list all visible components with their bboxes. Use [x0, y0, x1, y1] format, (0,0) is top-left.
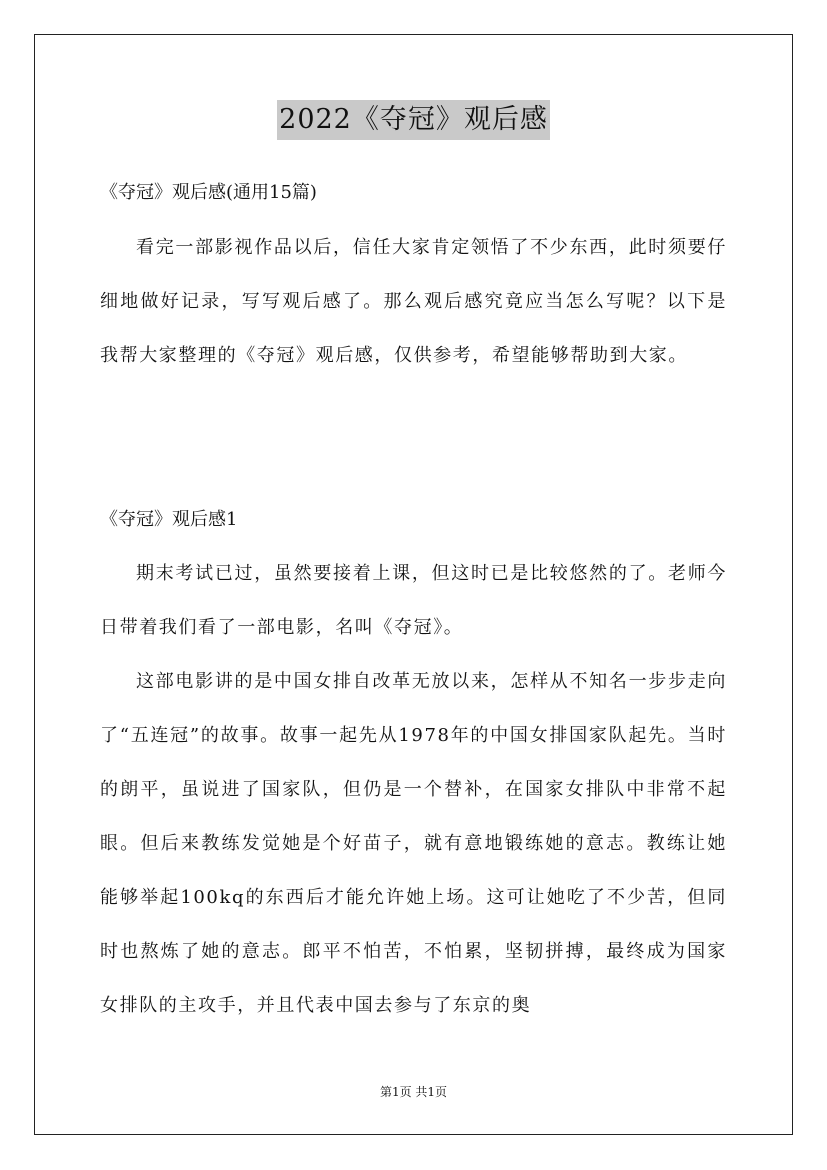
intro-paragraph: 看完一部影视作品以后，信任大家肯定领悟了不少东西，此时须要仔细地做好记录，写写观后感了。那么观后感究竟应当怎么写呢？以下是我帮大家整理的《夺冠》观后感，仅供参考，希望能够帮助到大家。	[100, 237, 727, 366]
page-footer: 第1页 共1页	[379, 1085, 448, 1099]
document-title-container	[0, 100, 827, 140]
body-paragraph-2: 这部电影讲的是中国女排自改革无放以来，怎样从不知名一步步走向了“五连冠”的故事。故事一起先从1978年的中国女排国家队起先。当时的朗平，虽说进了国家队，但仍是一个替补，在国家女排队中非常不起眼。但后来教练发觉她是个好苗子，就有意地锻练她的意志。教练让她能够举起100kq的东西后才能允许她上场。这可让她吃了不少苦，但同时也熬炼了她的意志。郎平不怕苦，不怕累，坚韧拼搏，最终成为国家女排队的主攻手，并且代表中国去参与了东京的奥	[100, 671, 727, 1016]
document-title: 2022《夺冠》观后感	[277, 100, 550, 140]
body-paragraph-1: 期末考试已过，虽然要接着上课，但这时已是比较悠然的了。老师今日带着我们看了一部电影，名叫《夺冠》。	[100, 563, 727, 638]
section-heading: 《夺冠》观后感1	[100, 509, 238, 530]
document-subtitle: 《夺冠》观后感(通用15篇)	[100, 182, 317, 203]
